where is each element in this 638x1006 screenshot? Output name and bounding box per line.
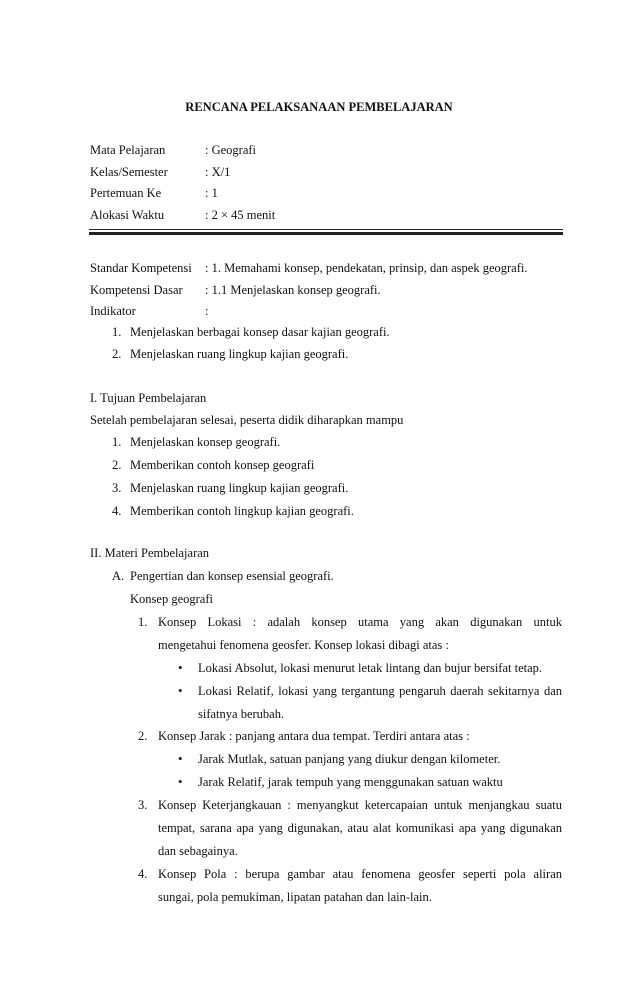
- concept-number: 1.: [138, 615, 148, 629]
- class-semester-label: Kelas/Semester: [90, 165, 168, 179]
- concept-subheading: Konsep geografi: [130, 592, 213, 606]
- concept-text: Konsep Keterjangkauan : menyangkut ketercapaian untuk menjangkau suatu: [158, 798, 562, 812]
- bullet-icon: •: [178, 683, 183, 698]
- concept-text: Konsep Jarak : panjang antara dua tempat. Terdiri antara atas :: [158, 729, 470, 743]
- indicator-text: Menjelaskan berbagai konsep dasar kajian geografi.: [130, 325, 390, 339]
- subject-value: : Geografi: [205, 143, 257, 157]
- standard-competency-value: : 1. Memahami konsep, pendekatan, prinsip, dan aspek geografi.: [205, 261, 528, 275]
- concept-number: 3.: [138, 798, 148, 812]
- objective-text: Menjelaskan konsep geografi.: [130, 435, 281, 449]
- bullet-icon: •: [178, 774, 183, 789]
- meeting-label: Pertemuan Ke: [90, 186, 162, 200]
- indicator-text: Menjelaskan ruang lingkup kajian geografi.: [130, 347, 349, 361]
- page-title: RENCANA PELAKSANAAN PEMBELAJARAN: [185, 100, 453, 114]
- standard-competency-label: Standar Kompetensi: [90, 261, 192, 275]
- objective-number: 2.: [112, 458, 122, 472]
- class-semester-value: : X/1: [205, 165, 231, 179]
- divider-thick: [89, 232, 563, 235]
- objective-text: Memberikan contoh konsep geografi: [130, 458, 315, 472]
- divider-thin: [89, 229, 563, 230]
- sub-a-letter: A.: [112, 569, 125, 583]
- concept-text: sungai, pola pemukiman, lipatan patahan dan lain-lain.: [158, 890, 432, 904]
- indicator-number: 1.: [112, 325, 122, 339]
- bullet-text: Lokasi Absolut, lokasi menurut letak lintang dan bujur bersifat tetap.: [198, 661, 543, 675]
- objective-number: 1.: [112, 435, 122, 449]
- bullet-text: Lokasi Relatif, lokasi yang tergantung pengaruh daerah sekitarnya dan: [198, 684, 562, 698]
- bullet-text: Jarak Relatif, jarak tempuh yang menggunakan satuan waktu: [198, 775, 503, 789]
- objective-number: 3.: [112, 481, 122, 495]
- indicator-colon: :: [205, 304, 209, 318]
- bullet-icon: •: [178, 751, 183, 766]
- concept-text: tempat, sarana apa yang digunakan, atau alat komunikasi apa yang digunakan: [158, 821, 562, 835]
- section-1-intro: Setelah pembelajaran selesai, peserta didik diharapkan mampu: [90, 413, 404, 427]
- concept-text: Konsep Lokasi : adalah konsep utama yang akan digunakan untuk: [158, 615, 562, 629]
- concept-text: mengetahui fenomena geosfer. Konsep lokasi dibagi atas :: [158, 638, 449, 652]
- time-allocation-value: : 2 × 45 menit: [205, 208, 276, 222]
- section-2-heading: II. Materi Pembelajaran: [90, 546, 210, 560]
- sub-a-text: Pengertian dan konsep esensial geografi.: [130, 569, 334, 583]
- objective-text: Menjelaskan ruang lingkup kajian geografi.: [130, 481, 349, 495]
- time-allocation-label: Alokasi Waktu: [90, 208, 165, 222]
- section-1-heading: I. Tujuan Pembelajaran: [90, 391, 207, 405]
- concept-number: 4.: [138, 867, 148, 881]
- bullet-text: sifatnya berubah.: [198, 707, 285, 721]
- bullet-text: Jarak Mutlak, satuan panjang yang diukur dengan kilometer.: [198, 752, 501, 766]
- concept-number: 2.: [138, 729, 148, 743]
- meeting-value: : 1: [205, 186, 218, 200]
- indicator-label: Indikator: [90, 304, 136, 318]
- objective-text: Memberikan contoh lingkup kajian geografi.: [130, 504, 354, 518]
- concept-text: Konsep Pola : berupa gambar atau fenomena geosfer seperti pola aliran: [158, 867, 562, 881]
- concept-text: dan sebagainya.: [158, 844, 238, 858]
- basic-competency-value: : 1.1 Menjelaskan konsep geografi.: [205, 283, 381, 297]
- basic-competency-label: Kompetensi Dasar: [90, 283, 183, 297]
- subject-label: Mata Pelajaran: [90, 143, 166, 157]
- indicator-number: 2.: [112, 347, 122, 361]
- objective-number: 4.: [112, 504, 122, 518]
- bullet-icon: •: [178, 660, 183, 675]
